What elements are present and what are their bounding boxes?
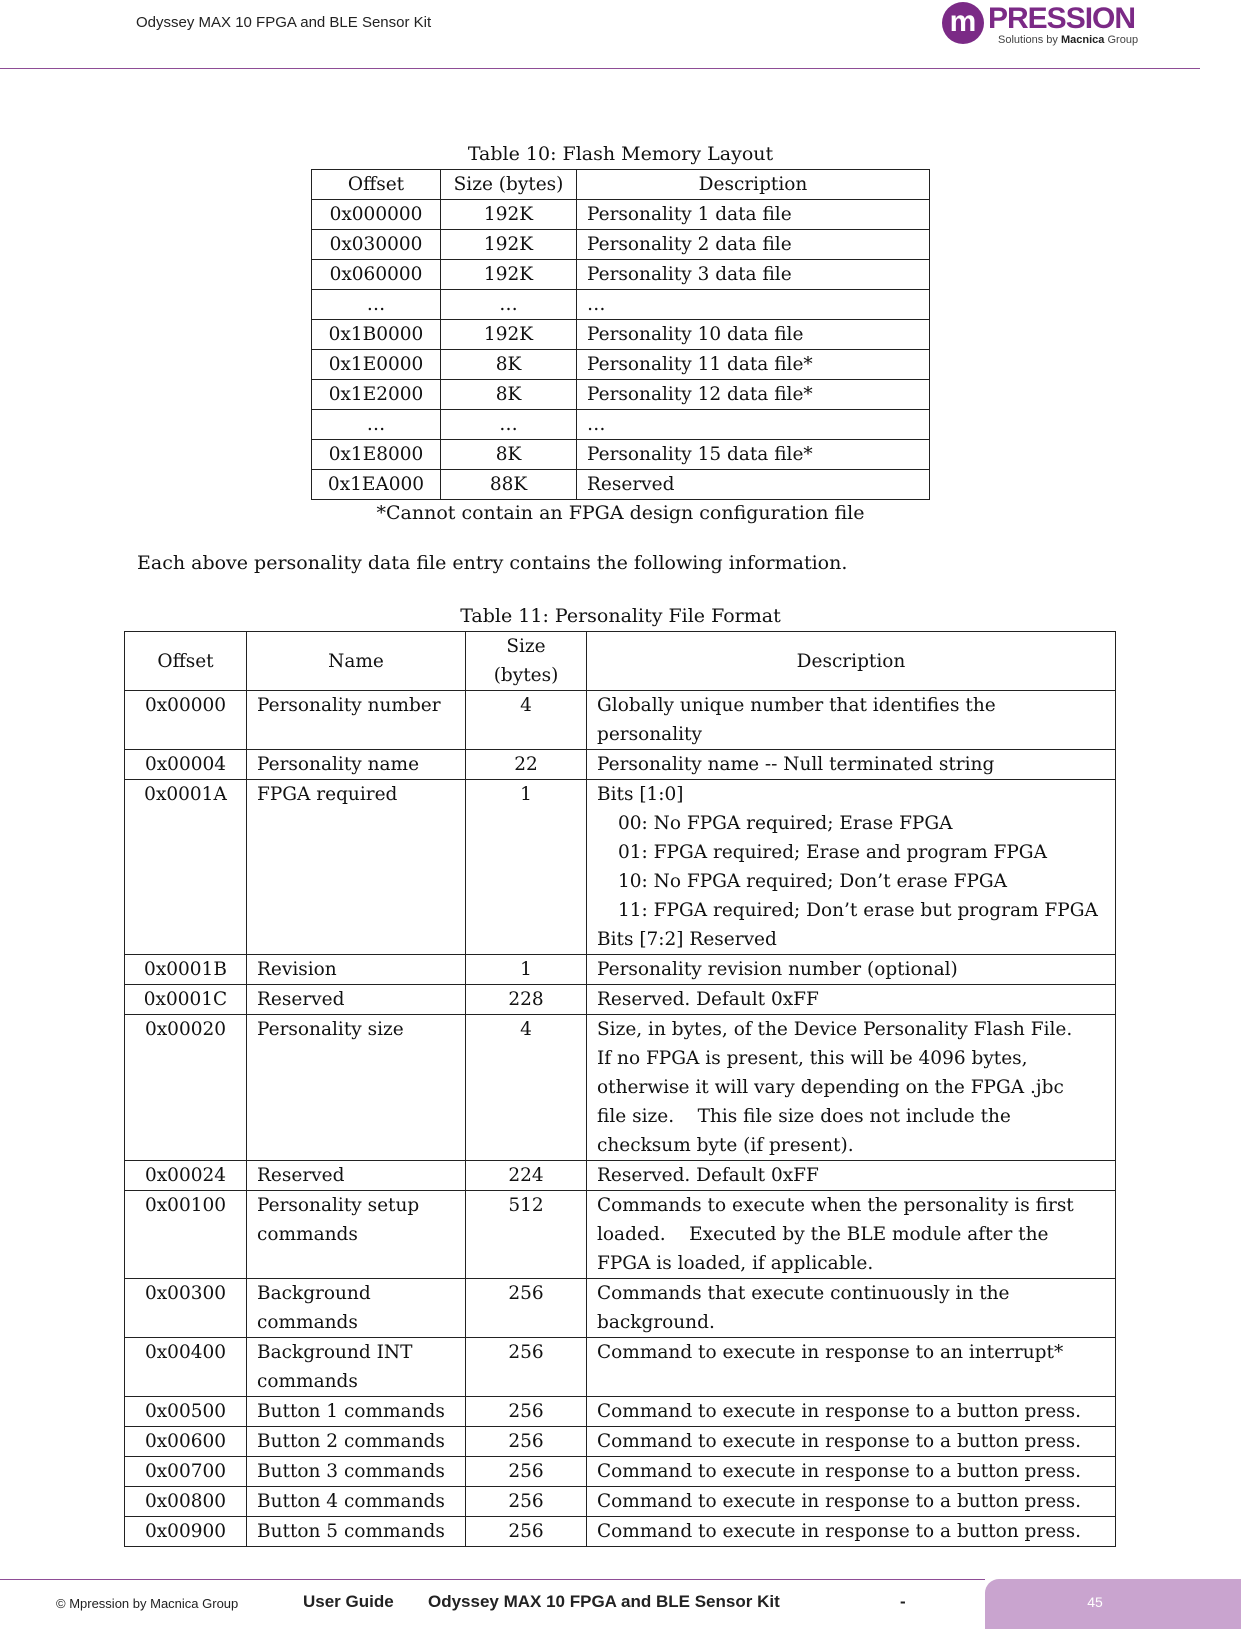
- table10-caption: Table 10: Flash Memory Layout: [467, 143, 774, 165]
- table-row: [312, 260, 930, 290]
- description-cell: [587, 1517, 1116, 1547]
- cell-line: Button 5 commands: [257, 1521, 445, 1542]
- cell-line: Reserved. Default 0xFF: [597, 1165, 819, 1186]
- offset-cell: 0x00800: [125, 1487, 247, 1517]
- name-cell: [247, 1015, 466, 1161]
- cell-line: personality: [597, 724, 702, 745]
- description-cell: [587, 1487, 1116, 1517]
- table-row: [125, 691, 1116, 750]
- name-cell: [247, 1397, 466, 1427]
- table-row: [125, 1457, 1116, 1487]
- cell-line: Reserved: [257, 989, 345, 1010]
- cell-line: Personality setup: [257, 1195, 420, 1216]
- table-row: [312, 320, 930, 350]
- cell-line: Command to execute in response to a button press.: [597, 1431, 1082, 1452]
- offset-cell: 0x030000: [312, 230, 441, 260]
- name-cell: [247, 1517, 466, 1547]
- cell-line: FPGA is loaded, if applicable.: [597, 1253, 874, 1274]
- description-cell: Personality 10 data file: [577, 320, 930, 350]
- cell-line: Personality number: [257, 695, 441, 716]
- cell-line: If no FPGA is present, this will be 4096 bytes,: [597, 1048, 1028, 1069]
- description-cell: [587, 1191, 1116, 1279]
- cell-line: Personality name: [257, 754, 420, 775]
- bit-option-line: 01: FPGA required; Erase and program FPGA: [618, 842, 1047, 863]
- size-cell: 192K: [441, 260, 577, 290]
- logo-mark: m: [942, 2, 984, 44]
- table-row: [312, 410, 930, 440]
- footer-copyright: © Mpression by Macnica Group: [56, 1596, 239, 1611]
- size-cell: 256: [466, 1487, 587, 1517]
- size-cell: …: [441, 290, 577, 320]
- cell-line: Size, in bytes, of the Device Personality Flash File.: [597, 1019, 1073, 1040]
- page-number: 45: [1087, 1594, 1103, 1610]
- name-cell: [247, 1191, 466, 1279]
- cell-line: Background: [257, 1283, 371, 1304]
- description-cell: [587, 750, 1116, 780]
- cell-line: Personality name -- Null terminated string: [597, 754, 995, 775]
- offset-cell: 0x00000: [125, 691, 247, 750]
- size-cell: 8K: [441, 350, 577, 380]
- size-cell: 1: [466, 955, 587, 985]
- size-cell: 1: [466, 780, 587, 955]
- table10-header-cell: Offset: [312, 170, 441, 200]
- table-header-row: [312, 170, 930, 200]
- table-row: [312, 470, 930, 500]
- cell-line: Reserved. Default 0xFF: [597, 989, 819, 1010]
- description-cell: [587, 1015, 1116, 1161]
- description-cell: Personality 15 data file*: [577, 440, 930, 470]
- size-cell: 224: [466, 1161, 587, 1191]
- header-offset: Offset: [125, 632, 247, 691]
- table-row: [125, 955, 1116, 985]
- size-cell: 256: [466, 1279, 587, 1338]
- size-cell: 22: [466, 750, 587, 780]
- header-divider: [0, 68, 1200, 69]
- cell-line: Command to execute in response to an interrupt*: [597, 1342, 1064, 1363]
- table-row: [125, 1427, 1116, 1457]
- cell-line: Button 4 commands: [257, 1491, 445, 1512]
- flash-memory-layout-table: [311, 169, 930, 500]
- name-cell: [247, 1457, 466, 1487]
- cell-line: commands: [257, 1371, 358, 1392]
- offset-cell: 0x00300: [125, 1279, 247, 1338]
- offset-cell: …: [312, 410, 441, 440]
- description-cell: Personality 1 data file: [577, 200, 930, 230]
- description-cell: [587, 1397, 1116, 1427]
- offset-cell: 0x1EA000: [312, 470, 441, 500]
- header-size: Size (bytes): [466, 632, 587, 691]
- size-cell: 4: [466, 1015, 587, 1161]
- table10-header-cell: Description: [577, 170, 930, 200]
- description-cell: [587, 780, 1116, 955]
- bit-option-line: 11: FPGA required; Don’t erase but program FPGA: [618, 900, 1098, 921]
- cell-line: Background INT: [257, 1342, 413, 1363]
- table-row: [125, 1397, 1116, 1427]
- table-row: [125, 1191, 1116, 1279]
- name-cell: [247, 1338, 466, 1397]
- description-cell: [587, 955, 1116, 985]
- name-cell: [247, 1161, 466, 1191]
- cell-line: Button 2 commands: [257, 1431, 445, 1452]
- size-cell: 256: [466, 1397, 587, 1427]
- cell-line: Command to execute in response to a button press.: [597, 1401, 1082, 1422]
- header-title: Odyssey MAX 10 FPGA and BLE Sensor Kit: [136, 14, 432, 31]
- bit-option-line: 10: No FPGA required; Don’t erase FPGA: [618, 871, 1008, 892]
- table-row: [125, 1015, 1116, 1161]
- cell-line: Command to execute in response to a button press.: [597, 1521, 1082, 1542]
- bit-option-line: 00: No FPGA required; Erase FPGA: [618, 813, 953, 834]
- body-paragraph: Each above personality data file entry contains the following information.: [137, 552, 848, 574]
- offset-cell: 0x00700: [125, 1457, 247, 1487]
- cell-line: Button 1 commands: [257, 1401, 445, 1422]
- offset-cell: 0x0001B: [125, 955, 247, 985]
- description-cell: …: [577, 410, 930, 440]
- offset-cell: 0x1E2000: [312, 380, 441, 410]
- cell-line: otherwise it will vary depending on the FPGA .jbc: [597, 1077, 1064, 1098]
- size-cell: 192K: [441, 230, 577, 260]
- personality-file-format-table: [124, 631, 1116, 1547]
- name-cell: [247, 1487, 466, 1517]
- footer-divider: [0, 1579, 985, 1580]
- table-row: [312, 200, 930, 230]
- cell-line: Revision: [257, 959, 337, 980]
- offset-cell: 0x00020: [125, 1015, 247, 1161]
- description-cell: Personality 12 data file*: [577, 380, 930, 410]
- cell-line: commands: [257, 1224, 358, 1245]
- offset-cell: 0x00500: [125, 1397, 247, 1427]
- mpression-logo: [940, 0, 1145, 50]
- offset-cell: 0x1E0000: [312, 350, 441, 380]
- table-row: [125, 1338, 1116, 1397]
- offset-cell: 0x1B0000: [312, 320, 441, 350]
- size-cell: 8K: [441, 440, 577, 470]
- table10-header-cell: Size (bytes): [441, 170, 577, 200]
- cell-line: loaded. Executed by the BLE module after the: [597, 1224, 1049, 1245]
- table-row: [312, 350, 930, 380]
- table-row: [312, 230, 930, 260]
- offset-cell: 0x0001C: [125, 985, 247, 1015]
- name-cell: [247, 985, 466, 1015]
- logo-wordmark: PRESSION: [988, 2, 1136, 35]
- cell-line: Commands that execute continuously in the: [597, 1283, 1010, 1304]
- size-cell: 256: [466, 1427, 587, 1457]
- table-row: [125, 750, 1116, 780]
- table-header-row: [125, 632, 1116, 691]
- footer-kit-title: Odyssey MAX 10 FPGA and BLE Sensor Kit: [428, 1592, 780, 1611]
- description-cell: [587, 1427, 1116, 1457]
- cell-line: FPGA required: [257, 784, 398, 805]
- table-row: [125, 985, 1116, 1015]
- offset-cell: 0x00004: [125, 750, 247, 780]
- description-cell: Personality 11 data file*: [577, 350, 930, 380]
- offset-cell: 0x1E8000: [312, 440, 441, 470]
- table10-footnote: *Cannot contain an FPGA design configuration file: [376, 502, 865, 524]
- name-cell: [247, 955, 466, 985]
- description-cell: [587, 691, 1116, 750]
- size-cell: 4: [466, 691, 587, 750]
- header-name: Name: [247, 632, 466, 691]
- cell-line: Command to execute in response to a button press.: [597, 1461, 1082, 1482]
- name-cell: [247, 780, 466, 955]
- footer-dash: -: [900, 1592, 906, 1611]
- table-row: [125, 1517, 1116, 1547]
- offset-cell: 0x00400: [125, 1338, 247, 1397]
- size-cell: 8K: [441, 380, 577, 410]
- cell-line: commands: [257, 1312, 358, 1333]
- cell-line: Reserved: [257, 1165, 345, 1186]
- name-cell: [247, 1427, 466, 1457]
- description-cell: [587, 1338, 1116, 1397]
- cell-line: background.: [597, 1312, 715, 1333]
- cell-line: Bits [1:0]: [597, 784, 684, 805]
- logo-tagline: Solutions by Macnica Group: [998, 34, 1139, 46]
- table-row: [312, 440, 930, 470]
- table11-caption: Table 11: Personality File Format: [460, 605, 781, 627]
- size-cell: 256: [466, 1517, 587, 1547]
- size-cell: 512: [466, 1191, 587, 1279]
- offset-cell: 0x00600: [125, 1427, 247, 1457]
- cell-line: Personality revision number (optional): [597, 959, 958, 980]
- cell-line: Bits [7:2] Reserved: [597, 929, 777, 950]
- footer-guide-label: User Guide: [303, 1592, 394, 1611]
- name-cell: [247, 691, 466, 750]
- description-cell: [587, 985, 1116, 1015]
- size-cell: 256: [466, 1338, 587, 1397]
- cell-line: Button 3 commands: [257, 1461, 445, 1482]
- description-cell: Personality 3 data file: [577, 260, 930, 290]
- offset-cell: 0x060000: [312, 260, 441, 290]
- header-description: Description: [587, 632, 1116, 691]
- table-row: [312, 290, 930, 320]
- description-cell: [587, 1279, 1116, 1338]
- description-cell: [587, 1161, 1116, 1191]
- cell-line: Personality size: [257, 1019, 404, 1040]
- size-cell: 192K: [441, 200, 577, 230]
- offset-cell: …: [312, 290, 441, 320]
- table-row: [125, 1487, 1116, 1517]
- table-row: [125, 1279, 1116, 1338]
- size-cell: 192K: [441, 320, 577, 350]
- offset-cell: 0x00100: [125, 1191, 247, 1279]
- table-row: [312, 380, 930, 410]
- size-cell: 228: [466, 985, 587, 1015]
- offset-cell: 0x00024: [125, 1161, 247, 1191]
- offset-cell: 0x000000: [312, 200, 441, 230]
- size-cell: …: [441, 410, 577, 440]
- cell-line: file size. This file size does not include the: [597, 1106, 1011, 1127]
- cell-line: Command to execute in response to a button press.: [597, 1491, 1082, 1512]
- description-cell: Reserved: [577, 470, 930, 500]
- size-cell: 256: [466, 1457, 587, 1487]
- table-row: [125, 780, 1116, 955]
- description-cell: Personality 2 data file: [577, 230, 930, 260]
- cell-line: Commands to execute when the personality is first: [597, 1195, 1074, 1216]
- footer-page-box: [985, 1579, 1241, 1629]
- offset-cell: 0x00900: [125, 1517, 247, 1547]
- description-cell: [587, 1457, 1116, 1487]
- cell-line: checksum byte (if present).: [597, 1135, 854, 1156]
- name-cell: [247, 1279, 466, 1338]
- size-cell: 88K: [441, 470, 577, 500]
- cell-line: Globally unique number that identifies the: [597, 695, 996, 716]
- offset-cell: 0x0001A: [125, 780, 247, 955]
- name-cell: [247, 750, 466, 780]
- table-row: [125, 1161, 1116, 1191]
- description-cell: …: [577, 290, 930, 320]
